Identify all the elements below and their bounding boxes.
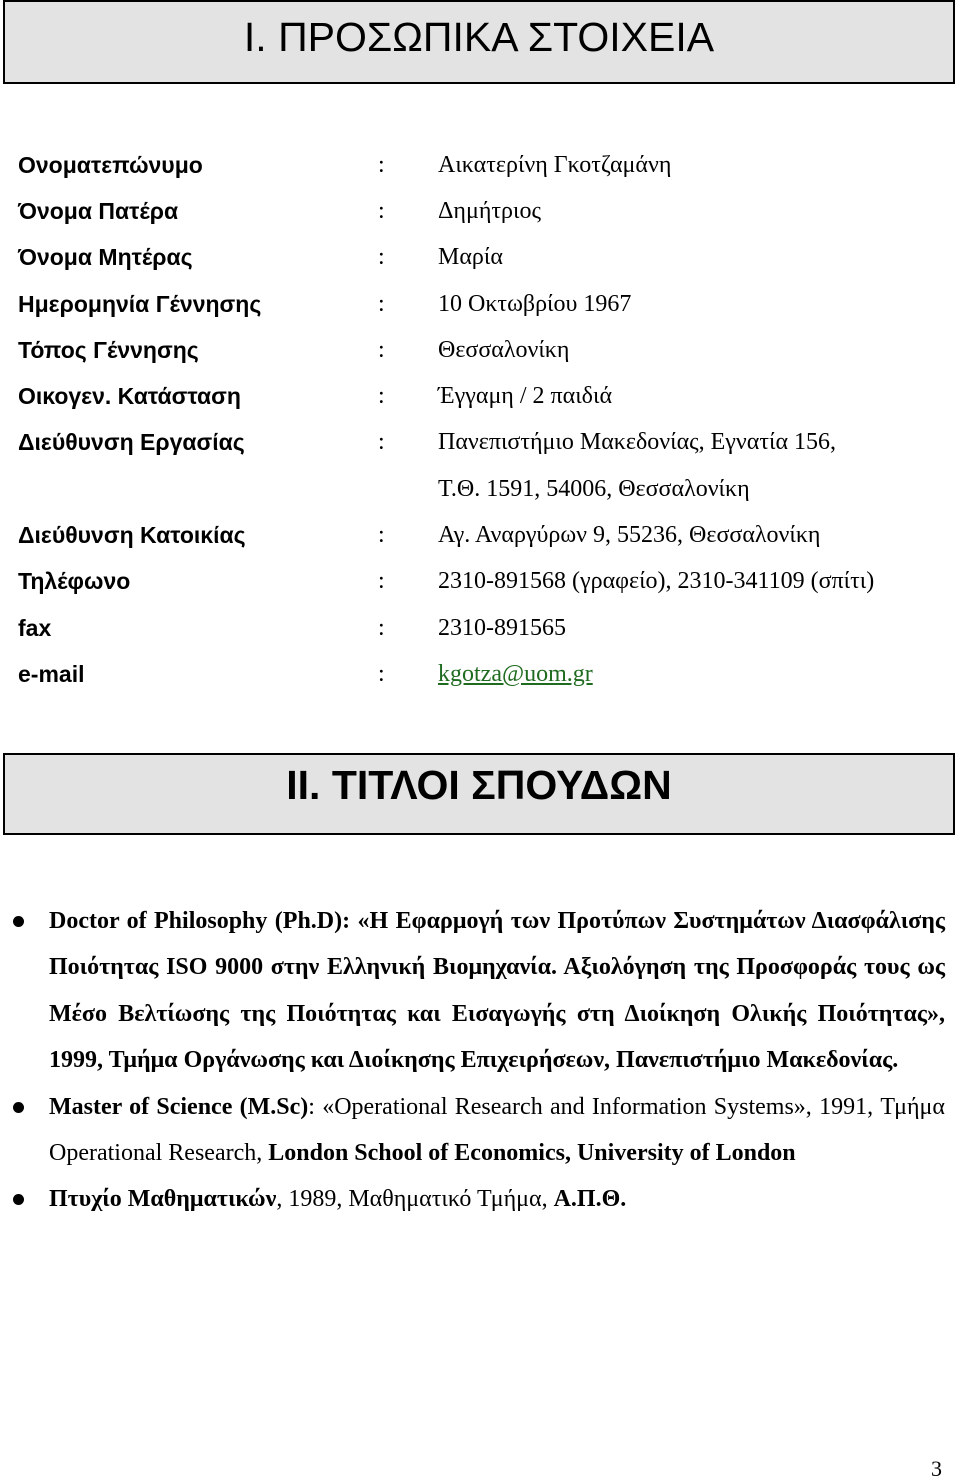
info-row-home-address xyxy=(18,512,948,558)
list-item xyxy=(10,1084,945,1177)
colon: : xyxy=(378,244,385,271)
info-row-name xyxy=(18,142,948,188)
section-heading-personal xyxy=(3,0,955,84)
email-link[interactable]: kgotza@uom.gr xyxy=(438,660,593,687)
info-label: Διεύθυνση Εργασίας xyxy=(18,429,245,456)
degree-title: Master of Science (M.Sc) xyxy=(49,1093,309,1120)
info-row-work-address-cont xyxy=(18,466,948,512)
info-value: Αικατερίνη Γκοτζαμάνη xyxy=(438,151,672,178)
bullet-icon xyxy=(13,1194,24,1205)
degree-phd: Doctor of Philosophy (Ph.D): «Η Εφαρμογή των Προτύπων Συστημάτων Διασφάλισης Ποιότητας ISO 9000 στην Ελληνική Βιομηχανία. Αξιολόγηση της Προσφοράς τους ως Μέσο Βελτίωσης της Ποιότητας και Εισαγωγής στη Διοίκηση Ολικής Ποιότητας», 1999, Τμήμα Οργάνωσης και Διοίκησης Επιχειρήσεων, Πανεπιστήμιο Μακεδονίας. xyxy=(49,908,945,1074)
info-value: Πανεπιστήμιο Μακεδονίας, Εγνατία 156, xyxy=(438,429,837,456)
info-label: Τηλέφωνο xyxy=(18,568,131,595)
colon: : xyxy=(378,197,385,224)
info-row-fax xyxy=(18,605,948,651)
list-item xyxy=(10,898,945,1084)
personal-info-list xyxy=(18,142,948,698)
info-row-birthdate xyxy=(18,281,948,327)
info-label: Οικογεν. Κατάσταση xyxy=(18,383,241,410)
info-row-birthplace xyxy=(18,327,948,373)
info-value: Έγγαμη / 2 παιδιά xyxy=(438,383,613,410)
colon: : xyxy=(378,614,385,641)
section-title: II. ΤΙΤΛΟΙ ΣΠΟΥΔΩΝ xyxy=(286,762,672,808)
degree-details: : «Operational Research and Information Systems», 1991, Τμήμα Operational Research, xyxy=(49,1093,945,1167)
info-label: Τόπος Γέννησης xyxy=(18,336,199,363)
colon: : xyxy=(378,290,385,317)
info-value: Τ.Θ. 1591, 54006, Θεσσαλονίκη xyxy=(438,475,750,502)
info-row-marital xyxy=(18,373,948,419)
colon: : xyxy=(378,568,385,595)
info-value: Μαρία xyxy=(438,244,503,271)
info-label: Διεύθυνση Κατοικίας xyxy=(18,522,246,549)
colon: : xyxy=(378,429,385,456)
info-value: 10 Οκτωβρίου 1967 xyxy=(438,290,632,317)
info-label: fax xyxy=(18,614,52,641)
info-row-email xyxy=(18,651,948,697)
info-label: Ονοματεπώνυμο xyxy=(18,151,203,178)
info-value: Θεσσαλονίκη xyxy=(438,336,570,363)
colon: : xyxy=(378,522,385,549)
colon: : xyxy=(378,660,385,687)
info-row-mother xyxy=(18,235,948,281)
colon: : xyxy=(378,383,385,410)
info-label: e-mail xyxy=(18,660,85,687)
info-label: Όνομα Πατέρα xyxy=(18,197,179,224)
section-title: I. ΠΡΟΣΩΠΙΚΑ ΣΤΟΙΧΕΙΑ xyxy=(243,14,715,60)
degree-institution: London School of Economics, University of London xyxy=(268,1140,796,1167)
section-heading-education xyxy=(3,753,955,835)
degree-title: Πτυχίο Μαθηματικών xyxy=(49,1186,277,1213)
info-value: 2310-891565 xyxy=(438,614,566,641)
bullet-icon xyxy=(13,916,24,927)
info-label: Όνομα Μητέρας xyxy=(18,244,193,271)
degree-details: , 1989, Μαθηματικό Τμήμα, xyxy=(276,1186,554,1213)
info-value: Αγ. Αναργύρων 9, 55236, Θεσσαλονίκη xyxy=(438,522,821,549)
education-list xyxy=(10,898,945,1223)
info-value: Δημήτριος xyxy=(438,197,541,224)
info-row-work-address xyxy=(18,420,948,466)
info-row-phone xyxy=(18,559,948,605)
bullet-icon xyxy=(13,1102,24,1113)
info-label: Ημερομηνία Γέννησης xyxy=(18,290,262,317)
degree-institution: Α.Π.Θ. xyxy=(553,1186,627,1213)
list-item xyxy=(10,1176,945,1222)
colon: : xyxy=(378,151,385,178)
info-row-father xyxy=(18,188,948,234)
colon: : xyxy=(378,336,385,363)
info-value: 2310-891568 (γραφείο), 2310-341109 (σπίτι) xyxy=(438,568,875,595)
page-number: 3 xyxy=(931,1456,942,1481)
